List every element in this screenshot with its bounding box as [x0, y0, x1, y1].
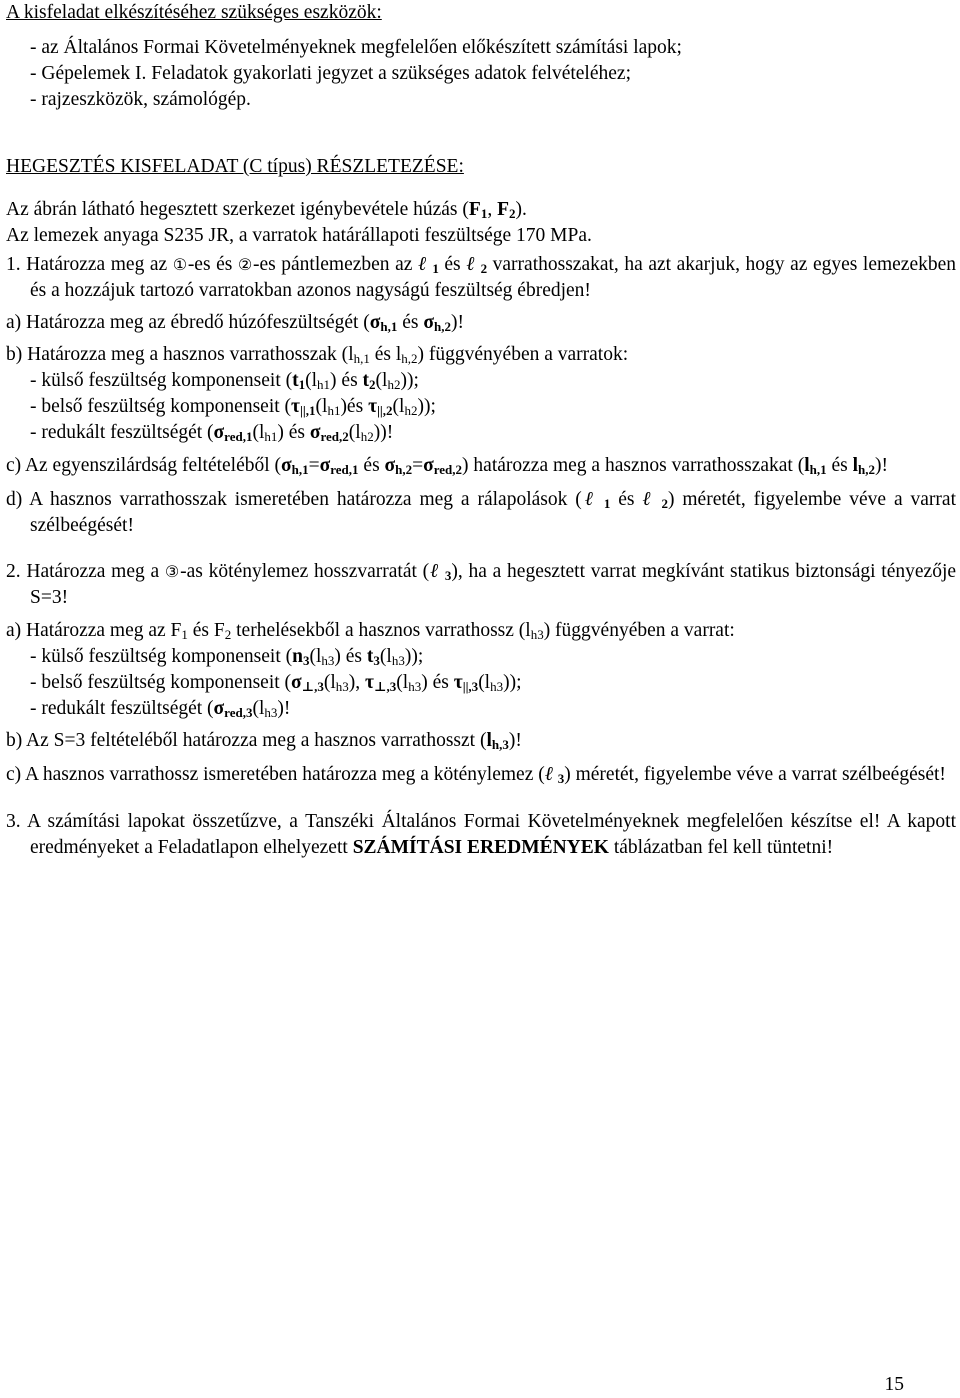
circle-2-icon: ②	[237, 255, 253, 274]
task-2a-item-1: - külső feszültség komponenseit ($n_3(l_{h3})$ és $t_3(l_{h3})$);	[30, 646, 424, 668]
task-1b-item-3: - redukált feszültségét ($\sigma_{red,1}(l_{h1})$ és $\sigma_{red,2}(l_{h2})$)!	[30, 422, 394, 444]
task-2a-item-2: - belső feszültség komponenseit ($\sigma_{\perp,3}(l_{h3})$, $\tau_{\perp,3}(l_{h3})$ és $\tau_{||,3}(l_{h3})$);	[30, 672, 522, 694]
task-2a: a) Határozza meg az $F_1$ és $F_2$ terhelésekből a hasznos varrathossz $(l_{h3})$ függvényében a varrat:	[6, 620, 735, 642]
weld-intro-1: Az ábrán látható hegesztett szerkezet igénybevétele húzás ($F_1$, $F_2$).	[6, 199, 527, 221]
weld-heading: HEGESZTÉS KISFELADAT (C típus) RÉSZLETEZÉSE:	[6, 156, 464, 177]
task-1b-item-1: - külső feszültség komponenseit ($t_1(l_{h1})$ és $t_2(l_{h2})$);	[30, 370, 419, 392]
task-2b: b) Az S=3 feltételéből határozza meg a hasznos varrathosszt $(l_{h,3})$!	[6, 730, 522, 752]
tools-item-2: - Gépelemek I. Feladatok gyakorlati jegyzet a szükséges adatok felvételéhez;	[30, 63, 631, 84]
task-2a-item-3: - redukált feszültségét ($\sigma_{red,3}(l_{h3})$!	[30, 698, 291, 720]
task-1c: c) Az egyenszilárdság feltételéből ($\sigma_{h,1}=\sigma_{red,1}$ és $\sigma_{h,2}=\sigma_{red,2}$) határozza meg a hasznos varrathosszakat ($l_{h,1}$ és $l_{h,2}$)!	[6, 455, 889, 477]
document-page	[6, 0, 956, 861]
circle-3-icon: ③	[164, 562, 181, 581]
circle-1-icon: ①	[172, 255, 188, 274]
page-number: 15	[884, 1374, 904, 1395]
task-1d: d) A hasznos varrathosszak ismeretében határozza meg a rálapolások (ℓ $_1$ és ℓ $_2$) méretét, figyelembe véve a varrat szélbeégését!	[6, 489, 956, 536]
weld-intro-2: Az lemezek anyaga S235 JR, a varratok határállapoti feszültsége 170 MPa.	[6, 225, 592, 246]
tools-heading: A kisfeladat elkészítéséhez szükséges eszközök:	[6, 2, 382, 23]
tools-item-1: - az Általános Formai Követelményeknek megfelelően előkészített számítási lapok;	[30, 37, 682, 58]
task-1b-item-2: - belső feszültség komponenseit ($\tau_{||,1}(l_{h1})és$ $\tau_{||,2}(l_{h2})$);	[30, 396, 436, 418]
task-1a: a) Határozza meg az ébredő húzófeszültségét ($\sigma_{h,1}$ és $\sigma_{h,2}$)!	[6, 312, 464, 334]
task-2: 2. Határozza meg a ③-as köténylemez hosszvarratát (ℓ $_3$), ha a hegesztett varrat megkívánt statikus biztonsági tényezője S=3!	[6, 561, 957, 608]
task-1b: b) Határozza meg a hasznos varrathosszak ($l_{h,1}$ és $l_{h,2}$) függvényében a varratok:	[6, 344, 629, 366]
task-2c: c) A hasznos varrathossz ismeretében határozza meg a köténylemez (ℓ $_3$) méretét, figyelembe véve a varrat szélbeégését!	[6, 764, 946, 786]
task-3: 3. A számítási lapokat összetűzve, a Tanszéki Általános Formai Követelményeknek megfelelően készítse el! A kapott eredményeket a Feladatlapon elhelyezett SZÁMÍTÁSI EREDMÉNYEK táblázatban fel kell tüntetni!	[6, 811, 956, 858]
tools-item-3: - rajzeszközök, számológép.	[30, 89, 251, 110]
task-1: 1. Határozza meg az ①-es és ②-es pántlemezben az ℓ $_1$ és ℓ $_2$ varrathosszakat, ha azt akarjuk, hogy az egyes lemezekben és a hozzájuk tartozó varratokban azonos nagyságú feszültség ébredjen!	[6, 254, 957, 301]
